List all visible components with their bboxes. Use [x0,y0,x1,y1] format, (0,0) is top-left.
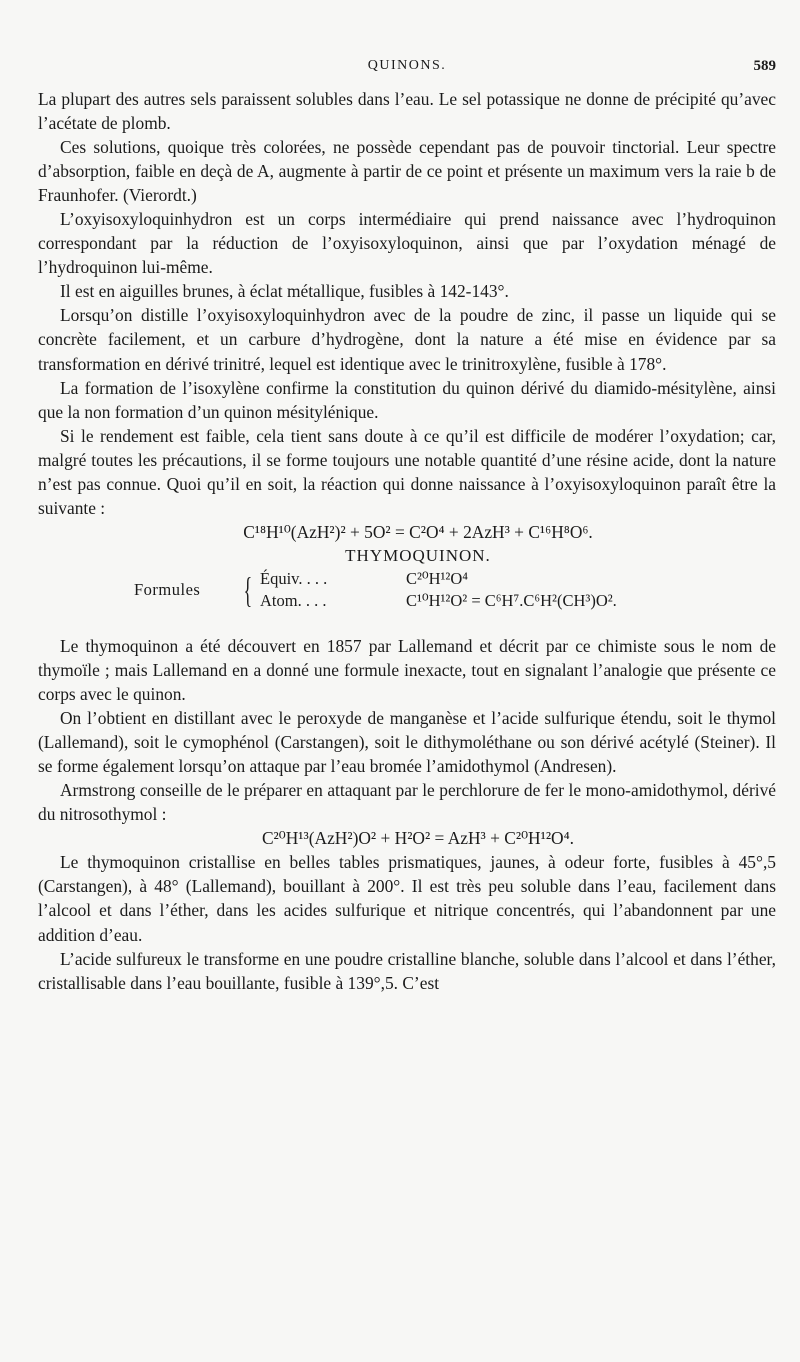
paragraph: L’oxyisoxyloquinhydron est un corps intermédiaire qui prend naissance avec l’hydroquinon correspondant par la réduction de l’oxyisoxyloquinon, ainsi que par l’oxydation ménagé de l’hydroquinon lui-même. [38,209,776,278]
paragraph: On l’obtient en distillant avec le peroxyde de manganèse et l’acide sulfurique étendu, soit le thymol (Lallemand), soit le cymophénol (Carstangen), soit le dithymoléthane ou son dérivé acétylé (Steiner). Il se forme également lorsqu’on attaque par l’eau bromée l’amidothymol (Andresen). [38,708,776,777]
paragraph: Si le rendement est faible, cela tient sans doute à ce qu’il est difficile de modérer l’oxydation; car, malgré toutes les précautions, il se forme toujours une notable quantité d’une résine acide, dont la nature n’est pas connue. Quoi qu’il en soit, la réaction qui donne naissance à l’oxyisoxyloquinon paraît être la suivante : [38,425,776,518]
paragraph: Ces solutions, quoique très colorées, ne possède cependant pas de pouvoir tinctorial. Leur spectre d’absorption, faible en deçà de A, augmente à partir de ce point et présente un maximum vers la raie b de Fraunhofer. (Vierordt.) [38,137,776,206]
running-title: QUINONS. [367,58,447,73]
paragraph: Le thymoquinon a été découvert en 1857 par Lallemand et décrit par ce chimiste sous le nom de thymoïle ; mais Lallemand en a donné une formule inexacte, tout en signalant l’analogie que présente ce corps avec le quinon. [38,635,776,705]
formula-key: Atom. . . . [260,590,327,610]
paragraph: Lorsqu’on distille l’oxyisoxyloquinhydron avec de la poudre de zinc, il passe un liquide qui se concrète facilement, et un carbure d’hydrogène, dont la nature a été mise en évidence par sa transformation en dérivé trinitré, lequel est identique avec le trinitroxylène, fusible à 178°. [38,305,776,374]
paragraph: Armstrong conseille de le préparer en attaquant par le perchlorure de fer le mono-amidothymol, dérivé du nitrosothymol : [38,780,776,825]
formula-value: C²⁰H¹²O⁴ [406,568,469,588]
formula-key: Équiv. . . . [260,568,328,588]
page-header [38,58,776,82]
paragraph: Il est en aiguilles brunes, à éclat métallique, fusibles à 142-143°. [60,281,509,302]
formula-row [260,568,617,590]
brace-symbol: { [243,569,253,610]
reaction-equation: C¹⁸H¹⁰(AzH²)² + 5O² = C²O⁴ + 2AzH³ + C¹⁶H⁸O⁶. [243,521,593,542]
formula-row [260,590,617,612]
page-body [38,87,776,995]
formula-value: C¹⁰H¹²O² = C⁶H⁷.C⁶H²(CH³)O². [406,590,617,610]
page-number: 589 [753,58,776,74]
reaction-equation: C²⁰H¹³(AzH²)O² + H²O² = AzH³ + C²⁰H¹²O⁴. [261,828,575,849]
section-title: THYMOQUINON. [345,545,491,565]
paragraph: Le thymoquinon cristallise en belles tables prismatiques, jaunes, à odeur forte, fusibles à 45°,5 (Carstangen), à 48° (Lallemand), bouillant à 200°. Il est très peu soluble dans l’eau, facilement dans l’alcool et dans l’éther, dans les acides sulfurique et nitrique concentrés, qui l’abandonnent par une addition d’eau. [38,852,776,945]
paragraph: La formation de l’isoxylène confirme la constitution du quinon dérivé du diamido-mésitylène, ainsi que la non formation d’un quinon mésitylénique. [38,377,776,422]
formulas-label: Formules [134,579,201,599]
formulas-block [134,568,776,612]
paragraph: La plupart des autres sels paraissent solubles dans l’eau. Le sel potassique ne donne de précipité qu’avec l’acétate de plomb. [38,89,776,134]
paragraph: L’acide sulfureux le transforme en une poudre cristalline blanche, soluble dans l’alcool et dans l’éther, cristallisable dans l’eau bouillante, fusible à 139°,5. C’est [38,948,776,993]
